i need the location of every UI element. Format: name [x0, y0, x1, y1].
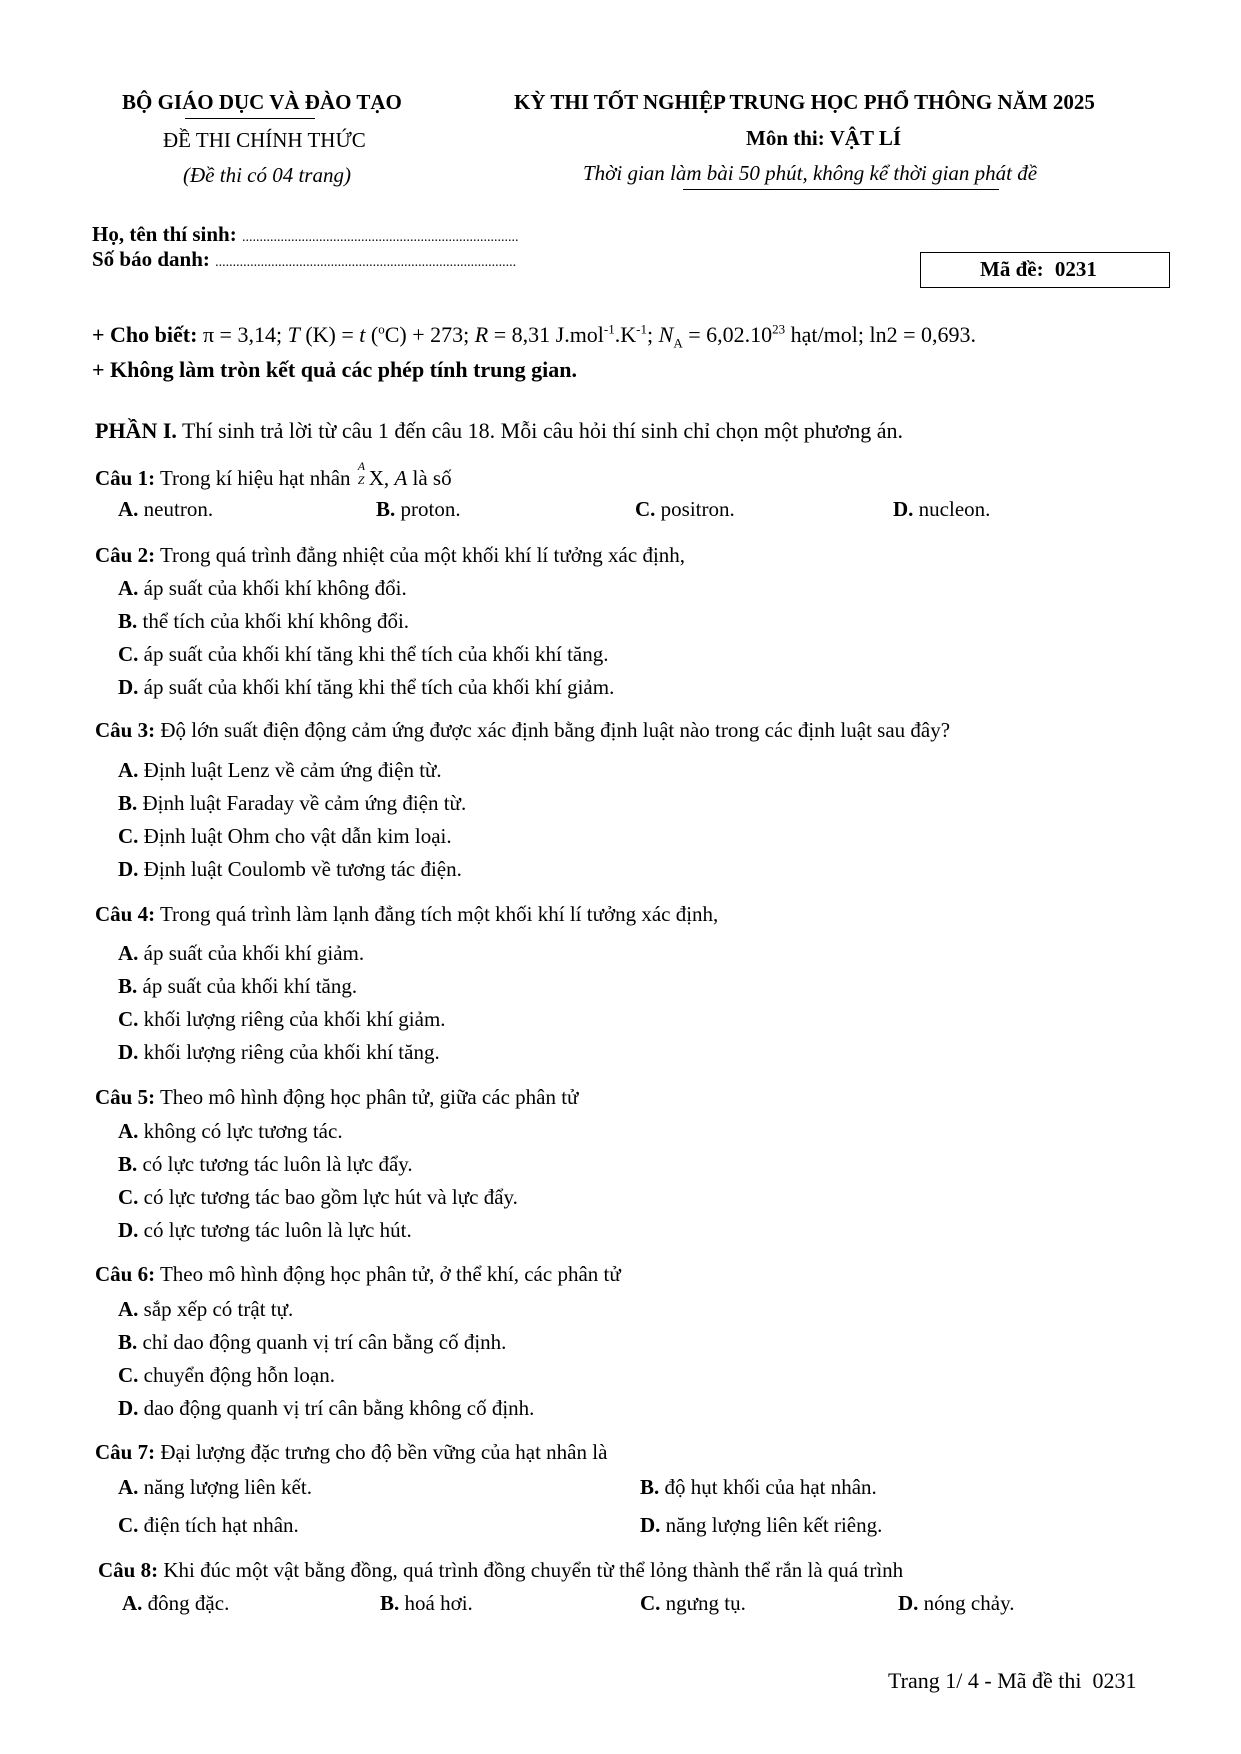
- option-text: không có lực tương tác.: [138, 1119, 343, 1143]
- option-text: Định luật Faraday về cảm ứng điện từ.: [137, 791, 467, 815]
- option-6c[interactable]: [118, 1363, 335, 1388]
- time-note: Thời gian làm bài 50 phút, không kể thời gian phát đề: [583, 161, 1038, 185]
- question-text: Trong quá trình làm lạnh đẳng tích một khối khí lí tưởng xác định,: [155, 902, 719, 926]
- part1-label: PHẦN I.: [95, 418, 177, 443]
- option-text: điện tích hạt nhân.: [138, 1513, 299, 1537]
- option-letter: C.: [118, 1185, 139, 1209]
- question-8: [98, 1558, 903, 1583]
- option-3b[interactable]: [118, 791, 466, 816]
- part1-text: Thí sinh trả lời từ câu 1 đến câu 18. Mỗi câu hỏi thí sinh chỉ chọn một phương án.: [176, 418, 904, 443]
- candidate-id-row: [92, 247, 516, 272]
- option-text: áp suất của khối khí tăng khi thể tích của khối khí tăng.: [138, 642, 609, 666]
- option-letter: D.: [118, 1396, 139, 1420]
- question-label: Câu 3:: [95, 718, 156, 742]
- option-letter: B.: [376, 497, 396, 521]
- question-3: [95, 718, 950, 743]
- exam-code: [980, 257, 1097, 282]
- subject-label: Môn thi:: [746, 126, 830, 150]
- option-letter: C.: [118, 824, 139, 848]
- option-letter: D.: [118, 675, 139, 699]
- exam-code-value: 0231: [1054, 257, 1097, 281]
- given-pi: π = 3,14;: [202, 322, 283, 347]
- option-8c[interactable]: [640, 1591, 746, 1616]
- candidate-name-row: [92, 222, 518, 247]
- option-letter: C.: [118, 642, 139, 666]
- given-R-sup1: -1: [603, 321, 615, 337]
- option-letter: C.: [640, 1591, 661, 1615]
- option-text: dao động quanh vị trí cân bằng không cố định.: [138, 1396, 535, 1420]
- nuclide-mass-number: A: [357, 459, 366, 473]
- option-7c[interactable]: [118, 1513, 299, 1538]
- option-letter: D.: [640, 1513, 661, 1537]
- option-letter: A.: [118, 1297, 139, 1321]
- option-2b[interactable]: [118, 609, 409, 634]
- option-text: Định luật Lenz về cảm ứng điện từ.: [138, 758, 442, 782]
- question-text: Đại lượng đặc trưng cho độ bền vững của hạt nhân là: [155, 1440, 608, 1464]
- question-4: [95, 902, 718, 927]
- pages-note: (Đề thi có 04 trang): [183, 163, 351, 187]
- given-t-symbol: t: [359, 322, 366, 347]
- option-letter: A.: [118, 497, 139, 521]
- option-4a[interactable]: [118, 941, 364, 966]
- option-text: độ hụt khối của hạt nhân.: [659, 1475, 877, 1499]
- option-text: năng lượng liên kết.: [138, 1475, 312, 1499]
- option-text: chuyển động hỗn loạn.: [138, 1363, 335, 1387]
- option-1b[interactable]: [376, 497, 461, 522]
- option-5d[interactable]: [118, 1218, 412, 1243]
- question-italic: A: [394, 466, 408, 490]
- option-8d[interactable]: [898, 1591, 1014, 1616]
- question-label: Câu 5:: [95, 1085, 156, 1109]
- question-7: [95, 1440, 607, 1465]
- option-letter: A.: [118, 941, 139, 965]
- option-text: Định luật Coulomb về tương tác điện.: [138, 857, 462, 881]
- option-letter: A.: [118, 1475, 139, 1499]
- option-1a[interactable]: [118, 497, 213, 522]
- given-R-mid: .K: [614, 322, 637, 347]
- option-text: có lực tương tác luôn là lực hút.: [138, 1218, 412, 1242]
- option-text: proton.: [395, 497, 461, 521]
- option-text: neutron.: [138, 497, 214, 521]
- option-text: áp suất của khối khí không đổi.: [138, 576, 407, 600]
- option-text: có lực tương tác luôn là lực đẩy.: [137, 1152, 413, 1176]
- option-letter: B.: [118, 791, 138, 815]
- question-text: Theo mô hình động học phân tử, giữa các phân tử: [155, 1085, 579, 1109]
- given-R-symbol: R: [474, 322, 489, 347]
- question-text: Trong kí hiệu hạt nhân: [155, 466, 356, 490]
- question-text-end: là số: [407, 466, 452, 490]
- option-text: có lực tương tác bao gồm lực hút và lực đẩy.: [138, 1185, 518, 1209]
- option-letter: C.: [118, 1363, 139, 1387]
- candidate-name-dots: ...............................................................................: [241, 230, 519, 245]
- question-label: Câu 7:: [95, 1440, 156, 1464]
- option-text: khối lượng riêng của khối khí tăng.: [138, 1040, 440, 1064]
- given-N-symbol: N: [658, 322, 674, 347]
- given-R-sup2: -1: [636, 321, 647, 337]
- question-2: [95, 543, 685, 568]
- option-7a[interactable]: [118, 1475, 312, 1500]
- option-3c[interactable]: [118, 824, 452, 849]
- given-N-end: hạt/mol; ln2 = 0,693.: [785, 322, 976, 347]
- option-letter: B.: [118, 1330, 138, 1354]
- given-degree-sup: o: [378, 321, 385, 337]
- option-3a[interactable]: [118, 758, 442, 783]
- option-7d[interactable]: [640, 1513, 882, 1538]
- option-letter: D.: [118, 857, 139, 881]
- question-label: Câu 8:: [98, 1558, 159, 1582]
- option-letter: A.: [118, 758, 139, 782]
- option-letter: A.: [122, 1591, 143, 1615]
- part1-instructions: [95, 418, 903, 444]
- option-text: Định luật Ohm cho vật dẫn kim loại.: [138, 824, 452, 848]
- option-letter: B.: [640, 1475, 660, 1499]
- option-text: áp suất của khối khí giảm.: [138, 941, 365, 965]
- option-letter: B.: [380, 1591, 400, 1615]
- given-constants: [92, 321, 976, 351]
- option-letter: C.: [635, 497, 656, 521]
- given-R-end: ;: [647, 322, 654, 347]
- option-text: positron.: [655, 497, 735, 521]
- option-text: áp suất của khối khí tăng.: [137, 974, 358, 998]
- option-6b[interactable]: [118, 1330, 506, 1355]
- candidate-id-dots: ......................................................................................: [215, 255, 517, 270]
- page-footer: Trang 1/ 4 - Mã đề thi 0231: [888, 1668, 1137, 1693]
- given-T-rest: (K) =: [299, 322, 360, 347]
- option-2d[interactable]: [118, 675, 614, 700]
- ministry-name: BỘ GIÁO DỤC VÀ ĐÀO TẠO: [122, 90, 402, 114]
- option-5a[interactable]: [118, 1119, 343, 1144]
- option-2c[interactable]: [118, 642, 608, 667]
- question-text: Theo mô hình động học phân tử, ở thể khí, các phân tử: [155, 1262, 621, 1286]
- question-1: [95, 459, 452, 491]
- time-underline: [683, 189, 999, 190]
- option-text: nucleon.: [913, 497, 991, 521]
- exam-code-label: Mã đề:: [980, 257, 1044, 281]
- option-5c[interactable]: [118, 1185, 518, 1210]
- option-text: áp suất của khối khí tăng khi thể tích của khối khí giảm.: [138, 675, 615, 699]
- option-4d[interactable]: [118, 1040, 440, 1065]
- option-letter: B.: [118, 609, 138, 633]
- nuclide-notation: [356, 459, 369, 487]
- given-T-symbol: T: [287, 322, 300, 347]
- given-N-sub: A: [673, 335, 683, 351]
- option-5b[interactable]: [118, 1152, 413, 1177]
- option-2a[interactable]: [118, 576, 407, 601]
- option-text: khối lượng riêng của khối khí giảm.: [138, 1007, 446, 1031]
- option-text: ngưng tụ.: [660, 1591, 746, 1615]
- option-6a[interactable]: [118, 1297, 293, 1322]
- option-8a[interactable]: [122, 1591, 229, 1616]
- option-letter: A.: [118, 576, 139, 600]
- option-text: nóng chảy.: [918, 1591, 1015, 1615]
- subject-name: VẬT LÍ: [829, 126, 902, 150]
- option-8b[interactable]: [380, 1591, 473, 1616]
- official-exam-label: ĐỀ THI CHÍNH THỨC: [163, 128, 366, 152]
- ministry-underline: [185, 118, 315, 119]
- question-label: Câu 4:: [95, 902, 156, 926]
- given-label: + Cho biết:: [92, 322, 198, 347]
- question-5: [95, 1085, 578, 1110]
- question-text: Độ lớn suất điện động cảm ứng được xác định bằng định luật nào trong các định luật sau đây?: [155, 718, 951, 742]
- question-text: Trong quá trình đẳng nhiệt của một khối khí lí tưởng xác định,: [155, 543, 686, 567]
- given-N-rest: = 6,02.10: [682, 322, 773, 347]
- option-text: hoá hơi.: [399, 1591, 473, 1615]
- given-R-rest: = 8,31 J.mol: [488, 322, 604, 347]
- option-text: sắp xếp có trật tự.: [138, 1297, 294, 1321]
- option-text: đông đặc.: [142, 1591, 230, 1615]
- question-text: Khi đúc một vật bằng đồng, quá trình đồng chuyển từ thể lỏng thành thể rắn là quá trình: [158, 1558, 904, 1582]
- option-text: thể tích của khối khí không đổi.: [137, 609, 410, 633]
- nuclide-atomic-number: Z: [357, 473, 365, 487]
- question-6: [95, 1262, 621, 1287]
- option-4b[interactable]: [118, 974, 357, 999]
- candidate-id-label: Số báo danh:: [92, 247, 210, 271]
- subject-line: [746, 126, 901, 151]
- option-letter: B.: [118, 974, 138, 998]
- question-label: Câu 2:: [95, 543, 156, 567]
- option-letter: D.: [893, 497, 914, 521]
- option-letter: B.: [118, 1152, 138, 1176]
- given-t-rest2: C) + 273;: [384, 322, 470, 347]
- option-6d[interactable]: [118, 1396, 534, 1421]
- option-letter: A.: [118, 1119, 139, 1143]
- option-4c[interactable]: [118, 1007, 446, 1032]
- given-N-sup: 23: [772, 321, 786, 337]
- option-letter: C.: [118, 1007, 139, 1031]
- rounding-note: + Không làm tròn kết quả các phép tính trung gian.: [92, 357, 577, 382]
- option-1d[interactable]: [893, 497, 990, 522]
- question-label: Câu 6:: [95, 1262, 156, 1286]
- given-t-rest: (: [365, 322, 379, 347]
- option-1c[interactable]: [635, 497, 735, 522]
- candidate-name-label: Họ, tên thí sinh:: [92, 222, 237, 246]
- option-letter: D.: [898, 1591, 919, 1615]
- option-text: chỉ dao động quanh vị trí cân bằng cố định.: [137, 1330, 507, 1354]
- option-letter: D.: [118, 1218, 139, 1242]
- exam-title: KỲ THI TỐT NGHIỆP TRUNG HỌC PHỔ THÔNG NĂM 2025: [514, 90, 1095, 114]
- option-3d[interactable]: [118, 857, 462, 882]
- option-letter: D.: [118, 1040, 139, 1064]
- option-letter: C.: [118, 1513, 139, 1537]
- nuclide-symbol: X,: [368, 466, 395, 490]
- option-7b[interactable]: [640, 1475, 877, 1500]
- question-label: Câu 1:: [95, 466, 156, 490]
- option-text: năng lượng liên kết riêng.: [660, 1513, 883, 1537]
